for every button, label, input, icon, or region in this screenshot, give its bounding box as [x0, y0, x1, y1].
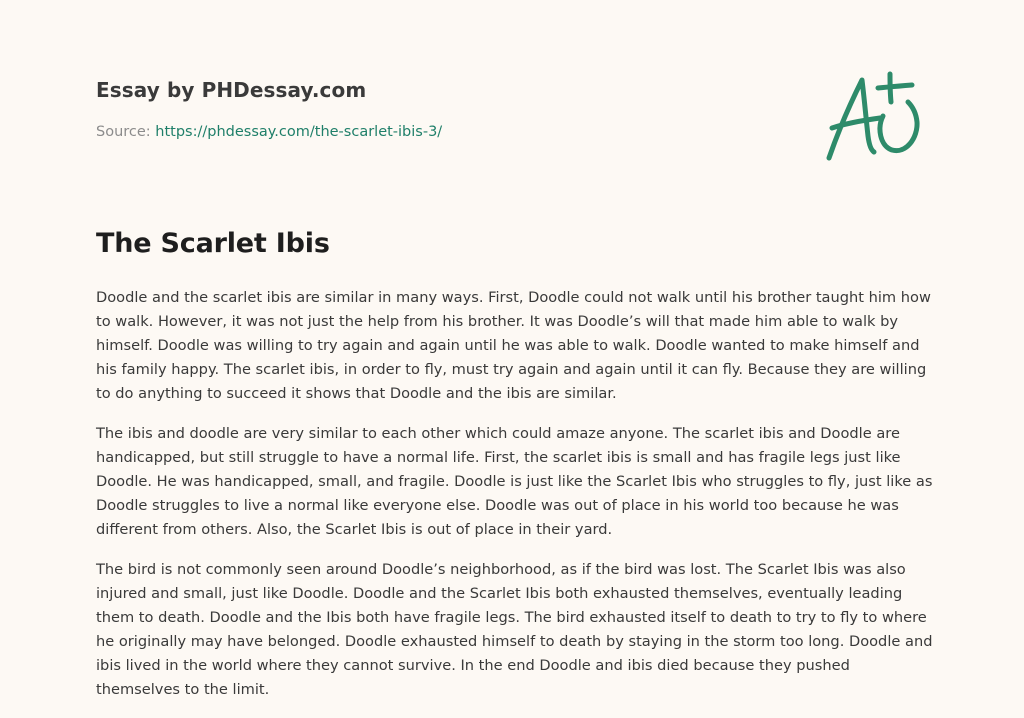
essay-paragraph: Doodle and the scarlet ibis are similar in many ways. First, Doodle could not walk until his brother taught him how to walk. However, it was not just the help from his brother. It was Doodle’s will that made him able to walk by himself. Doodle was willing to try again and again until he was able to walk. Doodle wanted to make himself and his family happy. The scarlet ibis, in order to fly, must try again and again until it can fly. Because they are willing to do anything to succeed it shows that Doodle and the ibis are similar. [96, 289, 931, 402]
essay-paragraph: The ibis and doodle are very similar to each other which could amaze anyone. The scarlet ibis and Doodle are handicapped, but still struggle to have a normal life. First, the scarlet ibis is small and has fragile legs just like Doodle. He was handicapped, small, and fragile. Doodle is just like the Scarlet Ibis who struggles to fly, just like as Doodle struggles to live a normal like everyone else. Doodle was out of place in his world too because he was different from others. Also, the Scarlet Ibis is out of place in their yard. [96, 425, 933, 538]
essay-header [96, 76, 736, 142]
essay-body [96, 286, 934, 718]
site-brand: Essay by PHDessay.com [96, 78, 367, 102]
source-label: Source: [96, 124, 156, 140]
a-plus-logo-icon [820, 66, 930, 166]
source-link[interactable]: https://phdessay.com/the-scarlet-ibis-3/ [155, 124, 443, 140]
essay-title: The Scarlet Ibis [96, 228, 330, 259]
essay-paragraph: The bird is not commonly seen around Doodle’s neighborhood, as if the bird was lost. The Scarlet Ibis was also injured and small, just like Doodle. Doodle and the Scarlet Ibis both exhausted themselves, eventually leading them to death. Doodle and the Ibis both have fragile legs. The bird exhausted itself to death to try to fly to where he originally may have belonged. Doodle exhausted himself to death by staying in the storm too long. Doodle and ibis lived in the world where they cannot survive. In the end Doodle and ibis died because they pushed themselves to the limit. [96, 561, 933, 698]
source-line [96, 122, 736, 142]
